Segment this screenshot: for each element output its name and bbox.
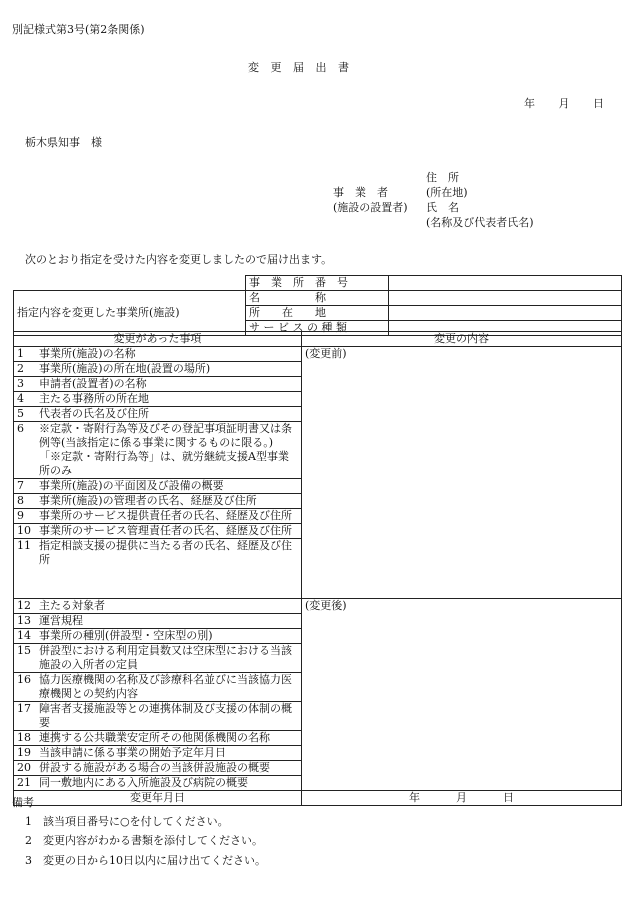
list-item [14,406,301,421]
field-office-number-value[interactable] [389,276,622,291]
item-number: 13 [17,614,31,627]
item-number: 8 [17,494,24,507]
list-item [14,361,301,376]
item-text: 事業所(施設)の平面図及び設備の概要 [39,479,224,492]
item-number: 10 [17,524,31,537]
item-number: 7 [17,479,24,492]
change-date-day: 日 [503,791,514,804]
item-number: 17 [17,702,31,715]
list-item [14,538,301,567]
note-text: 変更内容がわかる書類を添付してください。 [43,834,263,848]
item-text: 連携する公共職業安定所その他関係機関の名称 [39,731,270,744]
item-number: 3 [17,377,24,390]
item-number: 2 [17,362,24,375]
list-item [14,730,301,745]
item-number: 15 [17,644,31,657]
list-item [14,760,301,775]
item-number: 5 [17,407,24,420]
submission-date [524,97,604,111]
list-item [14,493,301,508]
note-number: 3 [25,853,32,867]
change-before-label: (変更前) [305,347,347,360]
note-number: 2 [25,834,32,848]
change-date-value[interactable] [302,791,622,806]
field-name-value[interactable] [389,291,622,306]
form-id: 別記様式第3号(第2条関係) [12,23,145,36]
note-text: 該当項目番号に○を付してください。 [43,815,229,828]
items-list-after [14,599,302,791]
col-change-content-header: 変更の内容 [302,332,622,347]
item-number: 9 [17,509,24,522]
list-item [14,628,301,643]
item-text: 当該申請に係る事業の開始予定年月日 [39,746,226,759]
item-number: 20 [17,761,31,774]
items-list-before [14,347,302,599]
item-text: 事業所の種別(併設型・空床型の別) [39,629,213,642]
note-text: 変更の日から10日以内に届け出てください。 [43,853,266,867]
item-text: 事業所(施設)の所在地(設置の場所) [39,362,211,375]
note-item [25,834,266,848]
change-after-cell[interactable] [302,599,622,791]
item-text: 併設型における利用定員数又は空床型における当該施設の入所者の定員 [39,644,292,671]
item-text: 主たる事務所の所在地 [39,392,149,405]
note-item [25,815,266,829]
change-date-month: 月 [456,791,467,804]
name-label: 氏 名 [426,201,459,214]
list-item [14,599,301,613]
list-item [14,421,301,450]
item-number: 19 [17,746,31,759]
item-text: 事業所(施設)の管理者の氏名、経歴及び住所 [39,494,257,507]
role-business-operator: 事 業 者 [333,186,388,199]
list-item [14,508,301,523]
item-text: 協力医療機関の名称及び診療科名並びに当該協力医療機関との契約内容 [39,673,292,700]
note-item [25,854,266,868]
field-address-value[interactable] [389,306,622,321]
list-item [14,775,301,790]
item-text: 障害者支援施設等との連携体制及び支援の体制の概要 [39,702,292,729]
address-sub: (所在地) [426,186,468,199]
item-text: 運営規程 [39,614,83,627]
item-number: 11 [17,539,31,552]
addressee: 栃木県知事 様 [25,136,102,149]
item-text: 代表者の氏名及び住所 [39,407,149,420]
change-date-label: 変更年月日 [14,791,302,806]
item-number: 16 [17,673,31,686]
field-office-number: 事 業 所 番 号 [246,276,389,291]
item-text: 事業所のサービス提供責任者の氏名、経歴及び住所 [39,509,292,522]
intro-text: 次のとおり指定を受けた内容を変更しましたので届け出ます。 [25,253,333,266]
item-number: 4 [17,392,24,405]
list-item [14,745,301,760]
item-text: 併設する施設がある場合の当該併設施設の概要 [39,761,270,774]
field-service-type: サ ー ビ ス の 種 類 [246,321,389,336]
item-text: 指定相談支援の提供に当たる者の氏名、経歴及び住所 [39,539,292,566]
field-address: 所 在 地 [246,306,389,321]
item-text: 申請者(設置者)の名称 [39,377,147,390]
list-item [14,613,301,628]
page-title: 変 更 届 出 書 [248,61,353,74]
list-item [14,701,301,730]
item-number: 12 [17,599,31,612]
item-number: 14 [17,629,31,642]
name-sub: (名称及び代表者氏名) [426,216,534,229]
item-number: 1 [17,347,24,360]
col-changed-items-header: 変更があった事項 [14,332,302,347]
notes-list [25,815,266,873]
office-left-label: 指定内容を変更した事業所(施設) [14,291,246,336]
date-month: 月 [558,97,570,110]
list-item [14,347,301,361]
list-item [14,672,301,701]
item-text: 事業所(施設)の名称 [39,347,136,360]
list-item [14,450,301,478]
item-number: 18 [17,731,31,744]
list-item [14,478,301,493]
note-number: 1 [25,815,32,828]
list-item [14,523,301,538]
role-facility-founder: (施設の設置者) [333,201,408,214]
change-date-year: 年 [409,791,420,804]
date-day: 日 [593,97,604,110]
notes-title: 備考 [12,796,34,809]
item-text: 主たる対象者 [39,599,105,612]
list-item [14,391,301,406]
change-table [13,331,622,806]
list-item [14,643,301,672]
item-number: 21 [17,776,31,789]
item-text: 事業所のサービス管理責任者の氏名、経歴及び住所 [39,524,292,537]
change-before-cell[interactable] [302,347,622,599]
change-after-label: (変更後) [305,599,347,612]
item-text: ※定款・寄附行為等及びその登記事項証明書又は条例等(当該指定に係る事業に関するものに限る。) [39,422,292,449]
office-info-table [13,275,622,336]
item-text: 「※定款・寄附行為等」は、就労継続支援A型事業所のみ [39,450,289,477]
item-number: 6 [17,422,24,435]
address-label: 住 所 [426,171,459,184]
field-name: 名 称 [246,291,389,306]
list-item [14,376,301,391]
item-text: 同一敷地内にある入所施設及び病院の概要 [39,776,248,789]
date-year: 年 [524,97,535,110]
item-number [17,450,39,478]
